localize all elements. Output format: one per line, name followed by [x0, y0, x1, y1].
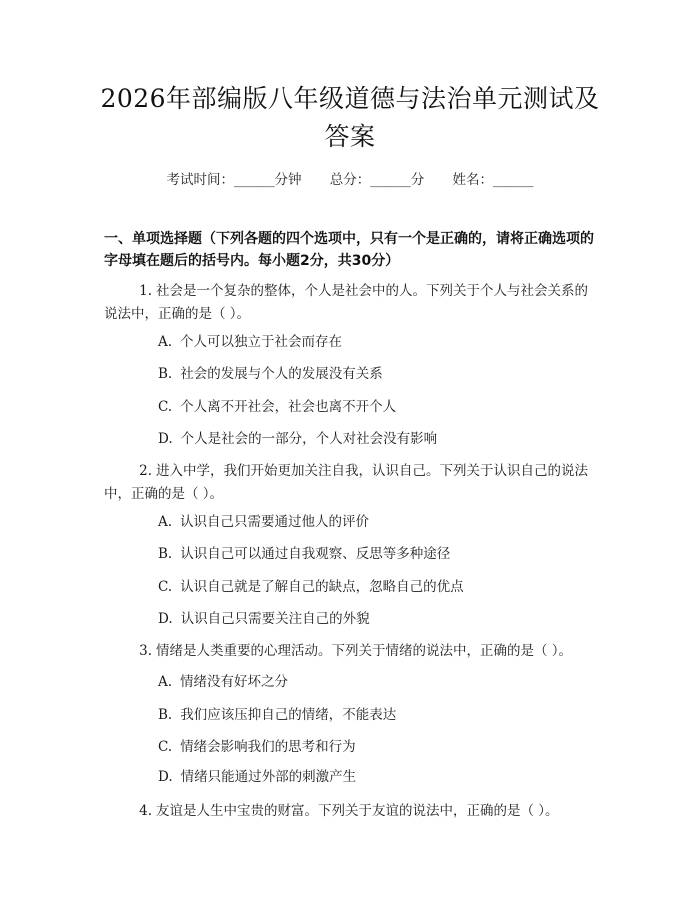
question-number: 2. — [139, 463, 152, 479]
option-text: 我们应该压抑自己的情绪，不能表达 — [180, 707, 397, 723]
section-heading — [104, 228, 604, 272]
option-letter: D. — [158, 769, 173, 785]
option-text: 认识自己只需要通过他人的评价 — [180, 514, 370, 530]
option-text: 认识自己就是了解自己的缺点，忽略自己的优点 — [180, 579, 464, 595]
student-name: 姓名：______ — [452, 172, 534, 188]
question-1 — [104, 280, 609, 326]
option-text: 社会的发展与个人的发展没有关系 — [180, 366, 383, 382]
option-letter: B. — [158, 546, 173, 562]
option-text: 个人离不开社会，社会也离不开个人 — [180, 399, 397, 415]
option-letter: B. — [158, 707, 173, 723]
title-line-2: 答案 — [324, 122, 376, 151]
option-letter: D. — [158, 611, 173, 627]
question-4 — [104, 800, 609, 823]
section-heading-line-1: 一、单项选择题（下列各题的四个选项中，只有一个是正确的，请将正确选项的 — [104, 231, 594, 247]
option-letter: A. — [158, 514, 173, 530]
question-3-option-a — [158, 672, 288, 692]
exam-time: 考试时间：______分钟 — [166, 172, 302, 188]
question-2-option-b — [158, 544, 450, 564]
option-text: 情绪没有好坏之分 — [180, 674, 289, 690]
option-letter: C. — [158, 399, 173, 415]
option-text: 认识自己只需要关注自己的外貌 — [180, 611, 370, 627]
question-text-line-1: 社会是一个复杂的整体，个人是社会中的人。下列关于个人与社会关系的 — [156, 283, 588, 299]
exam-info-row — [0, 168, 700, 188]
question-3 — [104, 640, 609, 663]
option-letter: A. — [158, 674, 173, 690]
question-2-option-a — [158, 512, 369, 532]
question-3-option-d — [158, 767, 356, 787]
question-1-option-d — [158, 429, 437, 449]
question-2-option-c — [158, 577, 464, 597]
question-2-option-d — [158, 609, 370, 629]
option-text: 情绪只能通过外部的刺激产生 — [180, 769, 357, 785]
total-score: 总分：______分 — [329, 172, 425, 188]
question-text-line-1: 友谊是人生中宝贵的财富。下列关于友谊的说法中，正确的是（ ）。 — [156, 803, 559, 819]
question-text-line-2: 中，正确的是（ ）。 — [104, 486, 224, 502]
question-1-option-c — [158, 397, 396, 417]
question-2 — [104, 460, 609, 506]
question-3-option-b — [158, 705, 396, 725]
option-letter: C. — [158, 739, 173, 755]
option-text: 情绪会影响我们的思考和行为 — [180, 739, 356, 755]
option-letter: C. — [158, 579, 173, 595]
option-letter: B. — [158, 366, 173, 382]
question-text-line-1: 进入中学，我们开始更加关注自我，认识自己。下列关于认识自己的说法 — [156, 463, 588, 479]
option-text: 个人可以独立于社会而存在 — [180, 334, 343, 350]
question-text-line-2: 说法中，正确的是（ ）。 — [104, 306, 251, 322]
question-1-option-b — [158, 364, 383, 384]
question-number: 1. — [139, 283, 152, 299]
question-3-option-c — [158, 737, 356, 757]
question-1-option-a — [158, 332, 342, 352]
page-title — [80, 80, 620, 156]
option-text: 认识自己可以通过自我观察、反思等多种途径 — [180, 546, 451, 562]
title-line-1: 2026年部编版八年级道德与法治单元测试及 — [100, 84, 600, 113]
section-heading-line-2: 字母填在题后的括号内。每小题2分，共30分） — [104, 253, 400, 269]
option-letter: A. — [158, 334, 173, 350]
question-text-line-1: 情绪是人类重要的心理活动。下列关于情绪的说法中，正确的是（ ）。 — [156, 643, 573, 659]
question-number: 4. — [139, 803, 152, 819]
option-text: 个人是社会的一部分，个人对社会没有影响 — [180, 431, 438, 447]
question-number: 3. — [139, 643, 152, 659]
option-letter: D. — [158, 431, 173, 447]
